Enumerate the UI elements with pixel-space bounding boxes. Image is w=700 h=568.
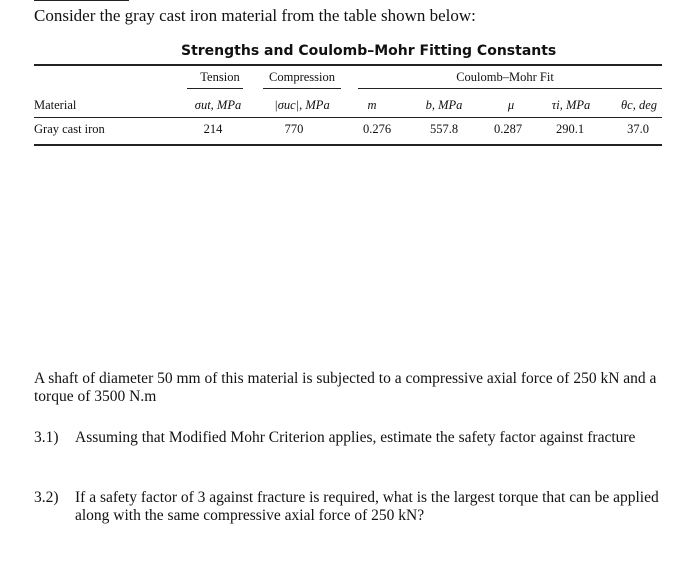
top-rule [34,0,129,1]
cell-b: 557.8 [429,122,459,136]
cell-sigma-uc: 770 [284,122,304,136]
cell-sigma-ut: 214 [203,122,223,136]
cell-mu: 0.287 [493,122,523,136]
table-title: Strengths and Coulomb–Mohr Fitting Constants [181,43,557,59]
header-coulomb-mohr: Coulomb–Mohr Fit [456,70,554,84]
cell-material: Gray cast iron [34,122,105,136]
coulomb-mohr-underline [358,88,662,89]
col-b: b, MPa [425,98,463,112]
col-material: Material [34,98,77,112]
col-theta-c: θc, deg [621,98,657,112]
col-sigma-uc: |σuc|, MPa [274,98,330,112]
q2-text: If a safety factor of 3 against fracture is required, what is the largest torque that can be applied along with the same compressive axial force of 250 kN? [75,489,659,524]
col-m: m [367,98,377,112]
cell-m: 0.276 [362,122,392,136]
header-tension: Tension [200,70,240,84]
table-top-rule [34,64,662,66]
intro-text: Consider the gray cast iron material from the table shown below: [34,6,476,25]
header-bottom-rule [34,117,662,118]
q1-number: 3.1) [34,429,59,446]
q1-text: Assuming that Modified Mohr Criterion applies, estimate the safety factor against fracture [75,429,636,446]
cell-tau-i: 290.1 [555,122,585,136]
cell-theta-c: 37.0 [627,122,649,136]
problem-statement: A shaft of diameter 50 mm of this material is subjected to a compressive axial force of 250 kN and a torque of 3500 N.m [34,370,657,405]
table-bottom-rule [34,144,662,146]
col-mu: μ [507,98,515,112]
tension-underline [187,88,243,89]
header-compression: Compression [269,70,335,84]
q2-number: 3.2) [34,489,59,506]
compression-underline [263,88,341,89]
col-sigma-ut: σut, MPa [194,98,242,112]
col-tau-i: τi, MPa [551,98,591,112]
